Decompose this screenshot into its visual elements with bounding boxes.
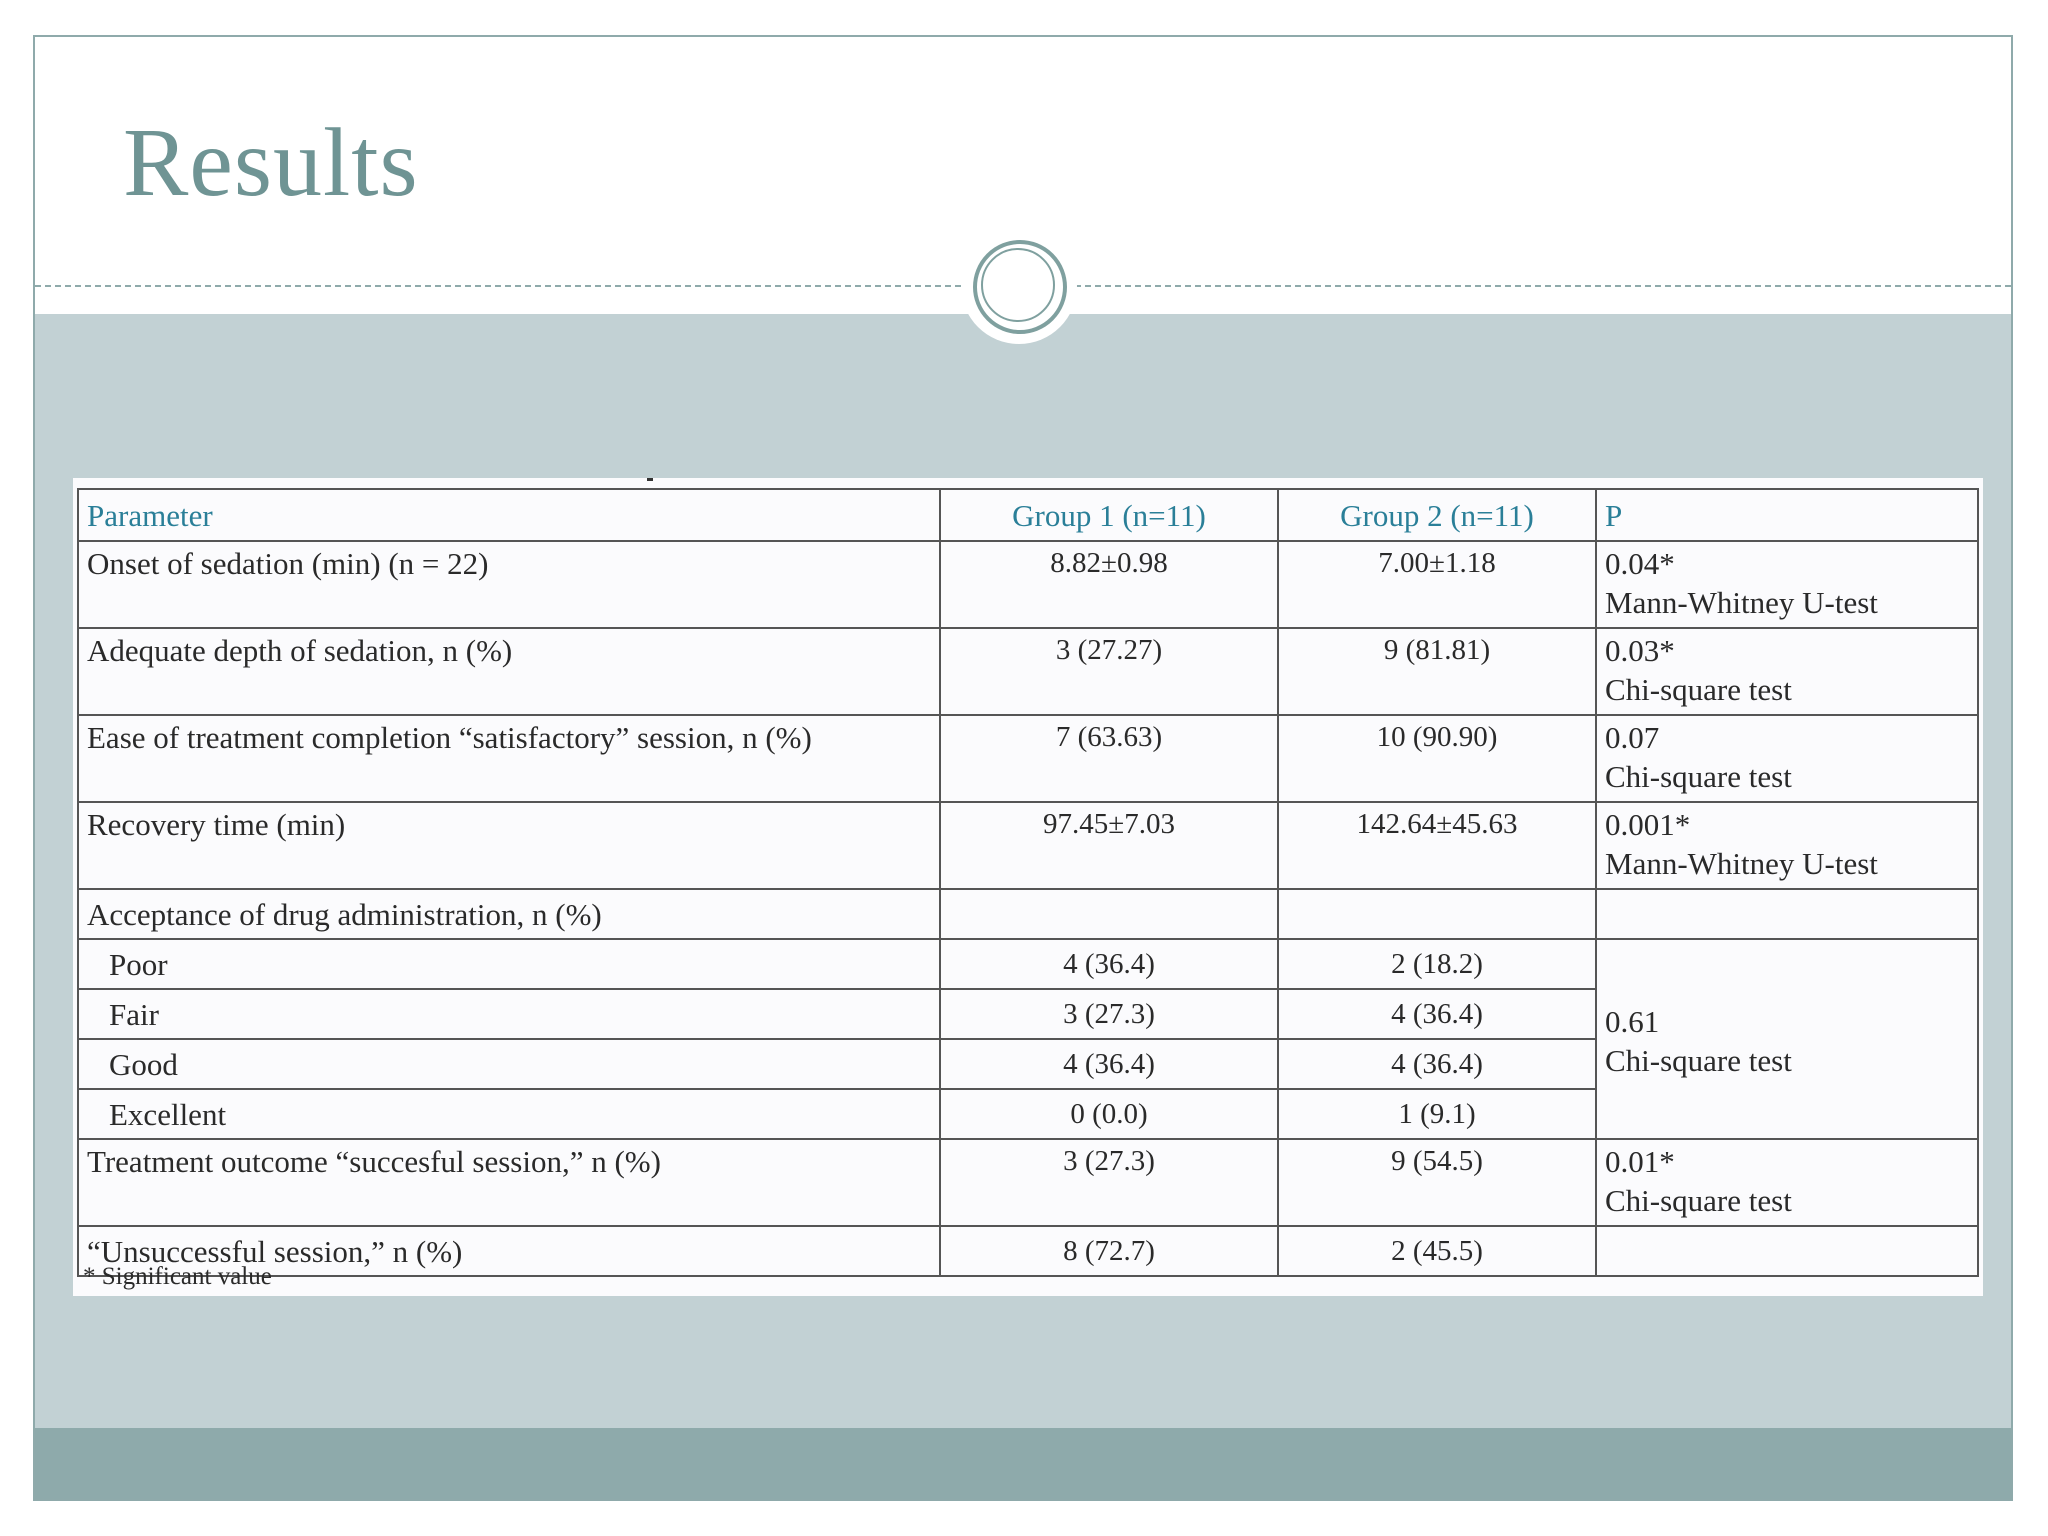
row-parameter: Acceptance of drug administration, n (%) xyxy=(78,889,940,939)
subrow-group1: 4 (36.4) xyxy=(940,1039,1278,1089)
subrow-parameter: Poor xyxy=(78,939,940,989)
slide-title: Results xyxy=(123,109,419,217)
subrow-group1: 0 (0.0) xyxy=(940,1089,1278,1139)
table-row xyxy=(78,628,1978,715)
row-group1: 3 (27.3) xyxy=(940,1139,1278,1226)
slide xyxy=(33,35,2013,1501)
row-parameter: Recovery time (min) xyxy=(78,802,940,889)
row-parameter: Adequate depth of sedation, n (%) xyxy=(78,628,940,715)
results-table-image xyxy=(73,478,1983,1296)
subrow-group2: 4 (36.4) xyxy=(1278,989,1596,1039)
row-parameter: Ease of treatment completion “satisfactory” session, n (%) xyxy=(78,715,940,802)
header-group1: Group 1 (n=11) xyxy=(940,489,1278,541)
row-group1: 97.45±7.03 xyxy=(940,802,1278,889)
row-p: 0.04* Mann-Whitney U-test xyxy=(1596,541,1978,628)
table-header-row xyxy=(78,489,1978,541)
table-subrow xyxy=(78,939,1978,989)
row-p: 0.01* Chi-square test xyxy=(1596,1139,1978,1226)
subrow-group1: 3 (27.3) xyxy=(940,989,1278,1039)
row-group2: 7.00±1.18 xyxy=(1278,541,1596,628)
subrow-parameter: Fair xyxy=(78,989,940,1039)
header-p: P xyxy=(1596,489,1978,541)
row-group1: 3 (27.27) xyxy=(940,628,1278,715)
circle-ornament-icon xyxy=(961,228,1077,344)
table-row-acceptance xyxy=(78,889,1978,939)
header-group2: Group 2 (n=11) xyxy=(1278,489,1596,541)
footer-bar xyxy=(35,1428,2011,1499)
row-group2: 9 (54.5) xyxy=(1278,1139,1596,1226)
subrow-group2: 1 (9.1) xyxy=(1278,1089,1596,1139)
acceptance-p: 0.61 Chi-square test xyxy=(1596,939,1978,1139)
row-group1: 8.82±0.98 xyxy=(940,541,1278,628)
header-parameter: Parameter xyxy=(78,489,940,541)
row-parameter: “Unsuccessful session,” n (%) xyxy=(78,1226,940,1276)
table-row-outcome xyxy=(78,1139,1978,1226)
row-group1: 8 (72.7) xyxy=(940,1226,1278,1276)
row-parameter: Treatment outcome “succesful session,” n (%) xyxy=(78,1139,940,1226)
table-footnote: * Significant value xyxy=(83,1263,272,1290)
row-group2: 9 (81.81) xyxy=(1278,628,1596,715)
row-parameter: Onset of sedation (min) (n = 22) xyxy=(78,541,940,628)
subrow-parameter: Excellent xyxy=(78,1089,940,1139)
subrow-group1: 4 (36.4) xyxy=(940,939,1278,989)
row-p: 0.001* Mann-Whitney U-test xyxy=(1596,802,1978,889)
subrow-group2: 4 (36.4) xyxy=(1278,1039,1596,1089)
results-table xyxy=(77,488,1979,1277)
row-p: 0.03* Chi-square test xyxy=(1596,628,1978,715)
row-p: 0.07 Chi-square test xyxy=(1596,715,1978,802)
table-row xyxy=(78,541,1978,628)
row-group1: 7 (63.63) xyxy=(940,715,1278,802)
table-row-unsuccessful xyxy=(78,1226,1978,1276)
table-row xyxy=(78,715,1978,802)
row-group2: 2 (45.5) xyxy=(1278,1226,1596,1276)
subrow-parameter: Good xyxy=(78,1039,940,1089)
subrow-group2: 2 (18.2) xyxy=(1278,939,1596,989)
row-group2: 10 (90.90) xyxy=(1278,715,1596,802)
table-row xyxy=(78,802,1978,889)
row-group2: 142.64±45.63 xyxy=(1278,802,1596,889)
